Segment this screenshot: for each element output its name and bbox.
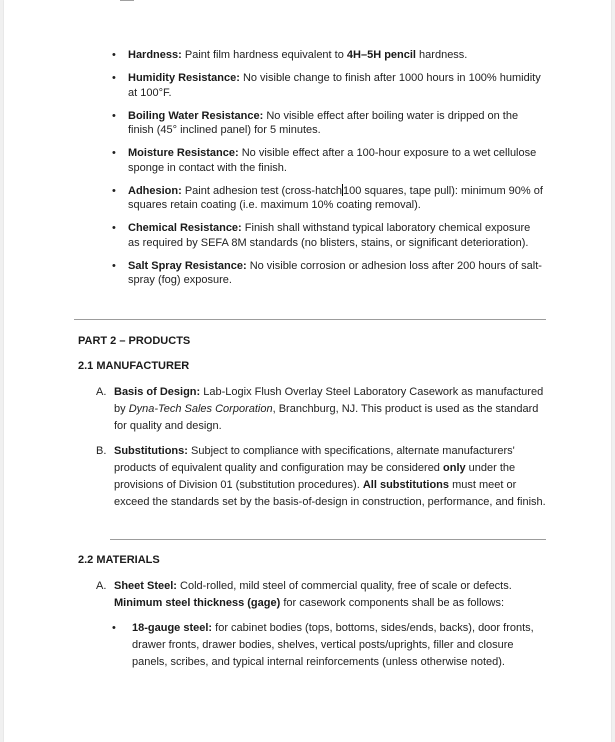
emphasis-only: only	[443, 462, 466, 474]
item-text: No visible effect after a 100-hour exposure to a wet cellulose sponge in contact with the finish.	[128, 147, 537, 174]
bullet-icon: •	[112, 109, 116, 122]
emphasis-all-substitutions: All substitutions	[362, 479, 450, 491]
list-item-humidity	[112, 71, 544, 100]
list-item-hardness	[112, 48, 544, 63]
company-name: Dyna-Tech Sales Corporation	[128, 403, 273, 415]
paragraph-letter: A.	[96, 580, 107, 592]
min-thickness-label: Minimum steel thickness (gage)	[114, 597, 281, 609]
bullet-icon: •	[112, 222, 116, 234]
basis-of-design-paragraph	[96, 384, 546, 435]
paragraph-text: Subject to compliance with specifications, alternate manufacturers' products of equivalent quality and configuration may be considered	[114, 445, 515, 474]
list-item-salt-spray	[112, 259, 544, 288]
paragraph-text: Lab-Logix Flush Overlay Steel Laboratory Casework as manufactured by	[114, 386, 544, 415]
list-item-adhesion	[112, 184, 544, 213]
section-divider	[74, 319, 546, 320]
document-page	[4, 0, 611, 742]
item-label: Chemical Resistance:	[128, 222, 242, 234]
page-top-marker	[120, 0, 134, 1]
paragraph-label: Sheet Steel:	[114, 580, 177, 592]
paragraph-text-end: , Branchburg, NJ. This product is used as the standard for quality and design.	[114, 403, 539, 432]
item-label: 18-gauge steel:	[132, 622, 213, 634]
item-text: Paint film hardness equivalent to	[184, 49, 347, 61]
list-item-moisture	[112, 146, 544, 175]
item-emphasis: 4H–5H pencil	[346, 49, 416, 61]
bullet-icon: •	[112, 622, 116, 634]
substitutions-paragraph	[96, 443, 546, 511]
section-2-2-heading: 2.2 MATERIALS	[78, 554, 160, 566]
item-label: Humidity Resistance:	[128, 72, 240, 84]
bullet-icon: •	[112, 49, 116, 61]
paragraph-letter: B.	[96, 445, 107, 457]
list-item-18-gauge	[112, 620, 546, 670]
item-text: Finish shall withstand typical laboratory chemical exposure as required by SEFA 8M standards (no blisters, stains, or significant deterioration).	[128, 222, 531, 249]
item-text-end: 100 squares, tape pull): minimum 90% of squares retain coating (i.e. maximum 10% coating removal).	[128, 184, 543, 211]
list-item-boiling-water	[112, 109, 544, 138]
paragraph-text: Cold-rolled, mild steel of commercial quality, free of scale or defects.	[180, 580, 512, 592]
paragraph-letter: A.	[96, 386, 107, 398]
bullet-icon: •	[112, 72, 116, 84]
performance-list	[112, 48, 544, 296]
item-text-end: hardness.	[416, 49, 468, 61]
item-text: No visible corrosion or adhesion loss after 200 hours of salt-spray (fog) exposure.	[128, 259, 542, 286]
item-label: Boiling Water Resistance:	[128, 109, 264, 122]
sheet-steel-paragraph	[96, 578, 546, 612]
item-text: for cabinet bodies (tops, bottoms, sides/ends, backs), door fronts, drawer fronts, drawer bodies, shelves, vertical posts/uprights, filler and closure panels, scribes, and typical internal reinforcements (unless otherwise noted).	[132, 622, 534, 668]
gauge-list	[112, 620, 546, 670]
item-text: Paint adhesion test (cross-hatch	[184, 184, 342, 197]
part2-heading: PART 2 – PRODUCTS	[78, 335, 191, 347]
section-divider	[110, 539, 546, 540]
list-item-chemical	[112, 221, 544, 250]
bullet-icon: •	[112, 259, 116, 272]
bullet-icon: •	[112, 147, 116, 159]
paragraph-text-mid: under the provisions of Division 01 (substitution procedures).	[114, 462, 516, 491]
item-text: No visible effect after boiling water is dripped on the finish (45° inclined panel) for 5 minutes.	[128, 109, 519, 136]
min-thickness-text: for casework components shall be as follows:	[280, 597, 505, 609]
paragraph-label: Substitutions:	[114, 445, 188, 457]
bullet-icon: •	[112, 184, 116, 197]
section-2-1-heading: 2.1 MANUFACTURER	[78, 360, 190, 372]
item-label: Adhesion:	[128, 184, 182, 197]
paragraph-label: Basis of Design:	[114, 386, 201, 398]
item-label: Salt Spray Resistance:	[128, 259, 247, 272]
item-label: Hardness:	[128, 49, 182, 61]
item-text: No visible change to finish after 1000 hours in 100% humidity at 100°F.	[128, 72, 541, 99]
item-label: Moisture Resistance:	[128, 147, 239, 159]
paragraph-text-end: must meet or exceed the standards set by the basis-of-design in construction, performance, and finish.	[114, 479, 546, 508]
